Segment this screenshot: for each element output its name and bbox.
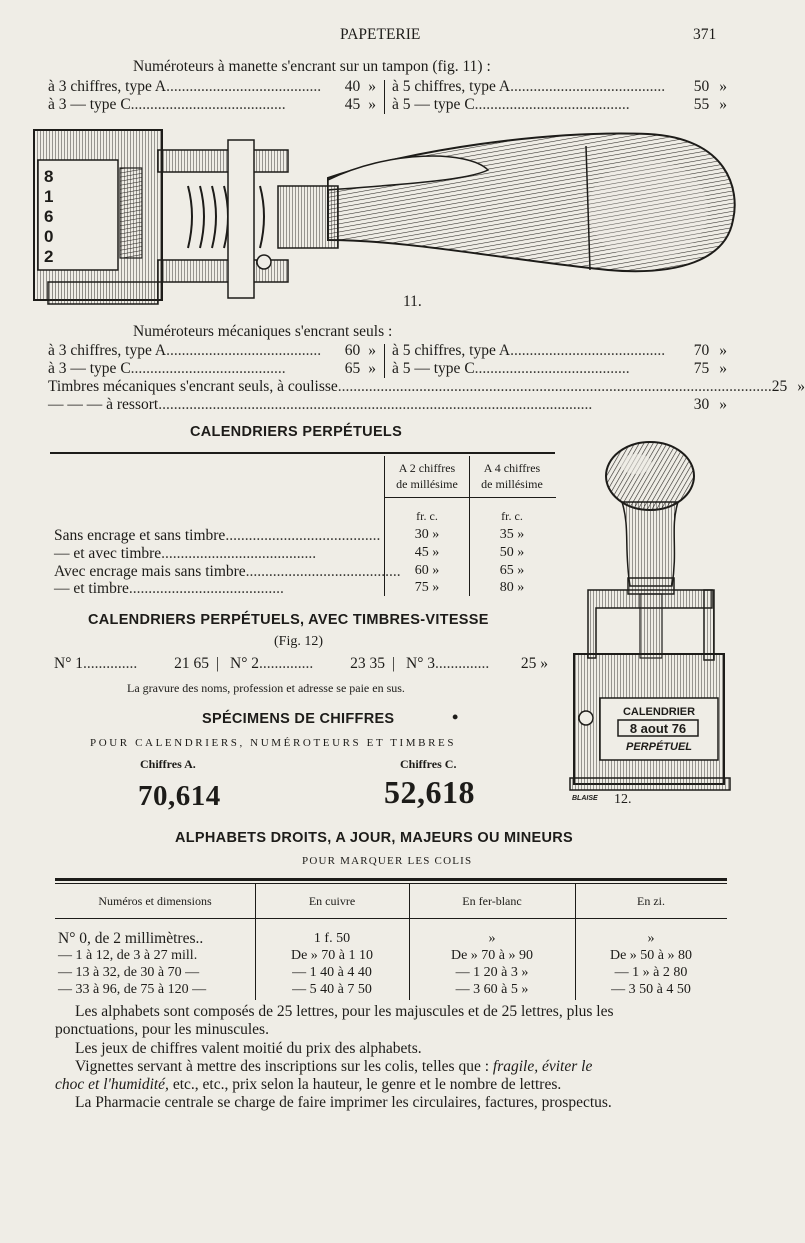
digit-wheel: 1: [44, 187, 54, 206]
calendriers-col1-header: A 2 chiffres de millésime: [396, 461, 458, 491]
note-paragraph-1-cont: ponctuations, pour les minuscules.: [55, 1021, 269, 1038]
table-cell: — 1 40 à 4 40: [292, 965, 372, 980]
table-top-rule: [55, 878, 727, 881]
table-cell: — 3 60 à 5 »: [455, 982, 529, 997]
manette-row-1-left: à 3 chiffres, type A ........................................ 40 »: [48, 78, 376, 95]
mecaniques-row-2-left: à 3 — type C ........................................ 65 »: [48, 360, 376, 377]
header-rule: [55, 918, 727, 919]
numbering-stamp-illustration: [28, 120, 748, 310]
table-cell: »: [488, 931, 496, 946]
mecaniques-row-1-left: à 3 chiffres, type A ........................................ 60 »: [48, 342, 376, 359]
chiffres-c-label: Chiffres C.: [400, 757, 457, 771]
engraver-signature: BLAISE: [572, 795, 598, 802]
column-divider: [384, 344, 385, 378]
stamp-line1: CALENDRIER: [622, 706, 696, 718]
column-header: En cuivre: [308, 894, 356, 908]
alphabets-heading: ALPHABETS DROITS, A JOUR, MAJEURS OU MINEURS: [175, 830, 574, 846]
figure-12-caption: 12.: [614, 792, 632, 807]
mecaniques-row-2-right: à 5 — type C ........................................ 75 »: [392, 360, 727, 377]
table-cell: 80 »: [499, 580, 525, 595]
unit-label: fr. c.: [501, 509, 523, 523]
digit-wheel: 6: [44, 207, 54, 226]
manette-row-1-right: à 5 chiffres, type A ........................................ 50 »: [392, 78, 727, 95]
column-header: En fer-blanc: [462, 894, 522, 908]
table-row: — et timbre ........................................: [54, 580, 284, 597]
table-row: — et avec timbre ........................................: [54, 545, 317, 562]
column-header: Numéros et dimensions: [98, 894, 212, 908]
note-paragraph-1: Les alphabets sont composés de 25 lettres, pour les majuscules et de 25 lettres, plus les: [75, 1003, 614, 1020]
stamp-line3: PERPÉTUEL: [625, 741, 693, 753]
table-cell: De » 70 à 1 10: [290, 948, 374, 963]
column-divider: [384, 80, 385, 114]
specimens-subheading: POUR CALENDRIERS, NUMÉROTEURS ET TIMBRES: [90, 737, 457, 749]
table-row: Sans encrage et sans timbre ........................................: [54, 527, 381, 544]
unit-label: fr. c.: [416, 509, 438, 523]
table-cell: 45 »: [414, 545, 440, 560]
calendar-stamp-illustration: [560, 428, 760, 808]
table-cell: N° 0, de 2 millimètres..: [58, 930, 204, 947]
vitesse-fig-ref: (Fig. 12): [274, 634, 323, 649]
note-paragraph-4: La Pharmacie centrale se charge de faire imprimer les circulaires, factures, prospectus.: [75, 1094, 612, 1111]
ornament-dot: •: [452, 707, 459, 727]
mecaniques-heading: Numéroteurs mécaniques s'encrant seuls :: [133, 323, 393, 340]
running-title: PAPETERIE: [340, 26, 421, 43]
figure-12-calendar-stamp: [560, 428, 760, 808]
table-cell: — 13 à 32, de 30 à 70 —: [58, 965, 200, 980]
calendriers-heading: CALENDRIERS PERPÉTUELS: [190, 424, 403, 440]
timbres-ressort-row: — — — à ressort ................................................................................................................ 30 »: [48, 396, 727, 413]
digit-wheel: 2: [44, 247, 54, 266]
vitesse-note: La gravure des noms, profession et adresse se paie en sus.: [127, 681, 405, 695]
mecaniques-row-1-right: à 5 chiffres, type A ........................................ 70 »: [392, 342, 727, 359]
table-row: Avec encrage mais sans timbre ........................................: [54, 563, 401, 580]
table-cell: — 1 20 à 3 »: [455, 965, 529, 980]
manette-heading: Numéroteurs à manette s'encrant sur un tampon (fig. 11) :: [133, 58, 491, 75]
manette-row-2-right: à 5 — type C ........................................ 55 »: [392, 96, 727, 113]
table-cell: 35 »: [499, 527, 525, 542]
figure-11-caption: 11.: [403, 293, 422, 310]
table-top-rule-thin: [55, 883, 727, 884]
stamp-line2: 8 aout 76: [629, 721, 687, 736]
table-cell: — 1 à 12, de 3 à 27 mill.: [58, 948, 198, 963]
column-header: En zi.: [637, 894, 665, 908]
table-cell: 75 »: [414, 580, 440, 595]
digit-wheel: 0: [44, 227, 54, 246]
calendriers-col2-header: A 4 chiffres de millésime: [481, 461, 543, 491]
alphabets-subheading: POUR MARQUER LES COLIS: [302, 855, 473, 867]
manette-row-2-left: à 3 — type C ........................................ 45 »: [48, 96, 376, 113]
table-cell: — 1 » à 2 80: [614, 965, 688, 980]
table-cell: — 5 40 à 7 50: [292, 982, 372, 997]
table-cell: 60 »: [414, 563, 440, 578]
note-paragraph-2: Les jeux de chiffres valent moitié du prix des alphabets.: [75, 1040, 422, 1057]
vitesse-item-2: N° 2 .............. 23 35: [230, 655, 385, 672]
table-cell: De » 50 à » 80: [609, 948, 693, 963]
table-top-rule: [50, 452, 555, 454]
chiffres-a-specimen: 70,614: [138, 780, 221, 812]
note-paragraph-3-cont: choc et l'humidité, etc., etc., prix selon la hauteur, le genre et le nombre de lettres.: [55, 1076, 562, 1093]
vitesse-item-3: N° 3 .............. 25 »: [406, 655, 548, 672]
table-cell: 30 »: [414, 527, 440, 542]
vitesse-item-1: N° 1 .............. 21 65: [54, 655, 209, 672]
chiffres-c-specimen: 52,618: [384, 774, 475, 810]
table-cell: De » 70 à » 90: [450, 948, 534, 963]
digit-wheel: 8: [44, 167, 54, 186]
table-cell: — 33 à 96, de 75 à 120 —: [58, 982, 207, 997]
figure-11-numbering-stamp: [28, 120, 748, 310]
table-cell: — 3 50 à 4 50: [611, 982, 691, 997]
table-cell: 65 »: [499, 563, 525, 578]
table-cell: 50 »: [499, 545, 525, 560]
vitesse-heading: CALENDRIERS PERPÉTUELS, AVEC TIMBRES-VITESSE: [88, 612, 489, 628]
note-paragraph-3: Vignettes servant à mettre des inscriptions sur les colis, telles que : fragile, éviter le: [75, 1058, 593, 1075]
table-cell: 1 f. 50: [313, 931, 351, 946]
page-number: 371: [693, 26, 717, 43]
timbres-coulisse-row: Timbres mécaniques s'encrant seuls, à coulisse ................................................................................................................ 25 »: [48, 378, 805, 395]
table-cell: »: [647, 931, 655, 946]
chiffres-a-label: Chiffres A.: [140, 757, 196, 771]
specimens-heading: SPÉCIMENS DE CHIFFRES: [202, 711, 395, 727]
header-rule: [384, 497, 556, 498]
